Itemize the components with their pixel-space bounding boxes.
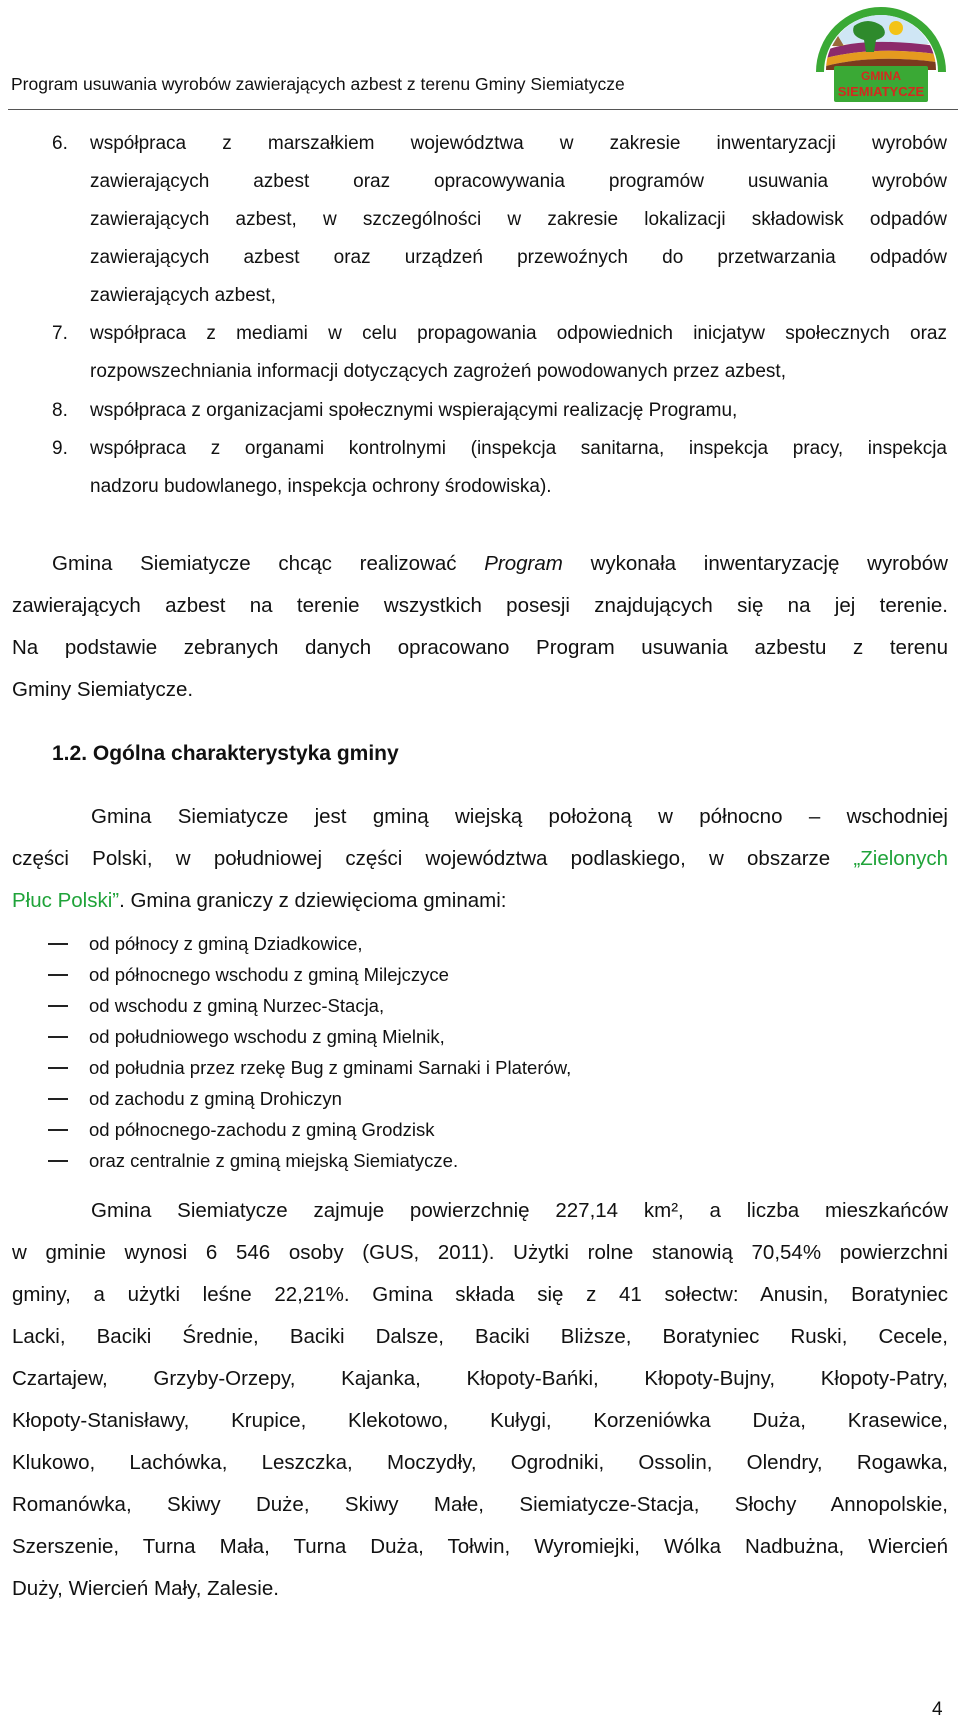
- text-line: zawierających azbest oraz urządzeń przewoźnych do przetwarzania odpadów: [90, 247, 947, 268]
- logo-text-line2: SIEMIATYCZE: [837, 84, 925, 99]
- green-highlight-text: Płuc Polski”: [12, 889, 120, 912]
- header-divider: [8, 109, 958, 110]
- text-line: zawierających azbest, w szczególności w zakresie lokalizacji składowisk odpadów: [90, 209, 947, 230]
- section-heading: 1.2. Ogólna charakterystyka gminy: [52, 742, 399, 765]
- text-line: Gmina Siemiatycze jest gminą wiejską położoną w północno – wschodniej: [91, 805, 948, 828]
- list-item-text: od południowego wschodu z gminą Mielnik,: [89, 1026, 445, 1047]
- dash-bullet-icon: [48, 943, 68, 945]
- text-line: rozpowszechniania informacji dotyczących zagrożeń powodowanych przez azbest,: [90, 361, 786, 382]
- text-fragment: części Polski, w południowej części województwa podlaskiego, w obszarze: [12, 847, 831, 870]
- list-item-8: [52, 392, 947, 430]
- list-item-text: od wschodu z gminą Nurzec-Stacja,: [89, 995, 385, 1016]
- dash-bullet-icon: [48, 1098, 68, 1100]
- list-item-number: 6.: [52, 133, 68, 154]
- dash-bullet-icon: [48, 1005, 68, 1007]
- text-line: współpraca z marszałkiem województwa w zakresie inwentaryzacji wyrobów: [90, 133, 947, 154]
- list-item-text: od zachodu z gminą Drohiczyn: [89, 1088, 342, 1109]
- text-line: współpraca z organizacjami społecznymi wspierającymi realizację Programu,: [90, 400, 738, 421]
- neighbors-list: [0, 928, 800, 1176]
- logo-text-line1: GMINA: [861, 69, 901, 83]
- text-line: Gminy Siemiatycze.: [12, 678, 194, 701]
- text-line: Romanówka, Skiwy Duże, Skiwy Małe, Siemiatycze-Stacja, Słochy Annopolskie,: [12, 1493, 948, 1516]
- list-item: [0, 928, 800, 959]
- list-item-6: [52, 125, 947, 315]
- dash-bullet-icon: [48, 1129, 68, 1131]
- text-line: Czartajew, Grzyby-Orzepy, Kajanka, Kłopoty-Bańki, Kłopoty-Bujny, Kłopoty-Patry,: [12, 1367, 948, 1390]
- text-line: [12, 543, 948, 585]
- text-line: Lacki, Baciki Średnie, Baciki Dalsze, Baciki Bliższe, Boratyniec Ruski, Cecele,: [12, 1325, 948, 1348]
- text-line: Szerszenie, Turna Mała, Turna Duża, Tołwin, Wyromiejki, Wólka Nadbużna, Wiercień: [12, 1535, 948, 1558]
- list-item: [0, 1145, 800, 1176]
- paragraph-statistics: [12, 1190, 948, 1610]
- text-line: w gminie wynosi 6 546 osoby (GUS, 2011). Użytki rolne stanowią 70,54% powierzchni: [12, 1241, 948, 1264]
- text-fragment: Gmina Siemiatycze chcąc realizować: [52, 552, 457, 575]
- list-item-text: od północnego-zachodu z gminą Grodzisk: [89, 1119, 435, 1140]
- text-line: nadzoru budowlanego, inspekcja ochrony środowiska).: [90, 476, 552, 497]
- paragraph-location: [12, 796, 948, 922]
- list-item: [0, 990, 800, 1021]
- text-line: Klukowo, Lachówka, Leszczka, Moczydły, Ogrodniki, Ossolin, Olendry, Rogawka,: [12, 1451, 948, 1474]
- text-line: zawierających azbest,: [90, 285, 276, 306]
- list-item-number: 7.: [52, 323, 68, 344]
- page-number: 4: [932, 1699, 943, 1720]
- italic-program: Program: [484, 552, 563, 575]
- green-highlight-text: „Zielonych: [853, 847, 948, 870]
- dash-bullet-icon: [48, 1067, 68, 1069]
- list-item-7: [52, 315, 947, 391]
- list-item-text: [90, 430, 947, 506]
- list-item-text: od północnego wschodu z gminą Milejczyce: [89, 964, 449, 985]
- document-header-title: Program usuwania wyrobów zawierających azbest z terenu Gminy Siemiatycze: [11, 74, 625, 94]
- gmina-siemiatycze-logo: [814, 0, 948, 108]
- text-line: [12, 880, 948, 922]
- list-item-text: oraz centralnie z gminą miejską Siemiatycze.: [89, 1150, 459, 1171]
- dash-bullet-icon: [48, 974, 68, 976]
- text-line: Na podstawie zebranych danych opracowano Program usuwania azbestu z terenu: [12, 636, 948, 659]
- text-line: Kłopoty-Stanisławy, Krupice, Klekotowo, Kułygi, Korzeniówka Duża, Krasewice,: [12, 1409, 948, 1432]
- text-line: współpraca z organami kontrolnymi (inspekcja sanitarna, inspekcja pracy, inspekcja: [90, 438, 947, 459]
- text-fragment: wykonała inwentaryzację wyrobów: [590, 552, 948, 575]
- list-item-number: 9.: [52, 438, 68, 459]
- list-item: [0, 1083, 800, 1114]
- list-item: [0, 1052, 800, 1083]
- list-item-number: 8.: [52, 400, 68, 421]
- text-fragment: . Gmina graniczy z dziewięcioma gminami:: [119, 889, 507, 912]
- list-item-text: [90, 392, 947, 430]
- text-line: [12, 838, 948, 880]
- text-line: Gmina Siemiatycze zajmuje powierzchnię 227,14 km², a liczba mieszkańców: [91, 1199, 948, 1222]
- logo-emblem-icon: [814, 0, 948, 108]
- list-item: [0, 1021, 800, 1052]
- list-item: [0, 959, 800, 990]
- list-item-text: [90, 315, 947, 391]
- list-item-text: [90, 125, 947, 315]
- dash-bullet-icon: [48, 1036, 68, 1038]
- dash-bullet-icon: [48, 1160, 68, 1162]
- list-item-text: od południa przez rzekę Bug z gminami Sarnaki i Platerów,: [89, 1057, 572, 1078]
- paragraph-inventory: [12, 543, 948, 711]
- text-line: Duży, Wiercień Mały, Zalesie.: [12, 1577, 279, 1600]
- list-item: [0, 1114, 800, 1145]
- text-line: gminy, a użytki leśne 22,21%. Gmina składa się z 41 sołectw: Anusin, Boratyniec: [12, 1283, 948, 1306]
- list-item-text: od północy z gminą Dziadkowice,: [89, 933, 363, 954]
- text-line: zawierających azbest na terenie wszystkich posesji znajdujących się na jej terenie.: [12, 594, 948, 617]
- list-item-9: [52, 430, 947, 506]
- text-line: zawierających azbest oraz opracowywania programów usuwania wyrobów: [90, 171, 947, 192]
- text-line: współpraca z mediami w celu propagowania odpowiednich inicjatyw społecznych oraz: [90, 323, 947, 344]
